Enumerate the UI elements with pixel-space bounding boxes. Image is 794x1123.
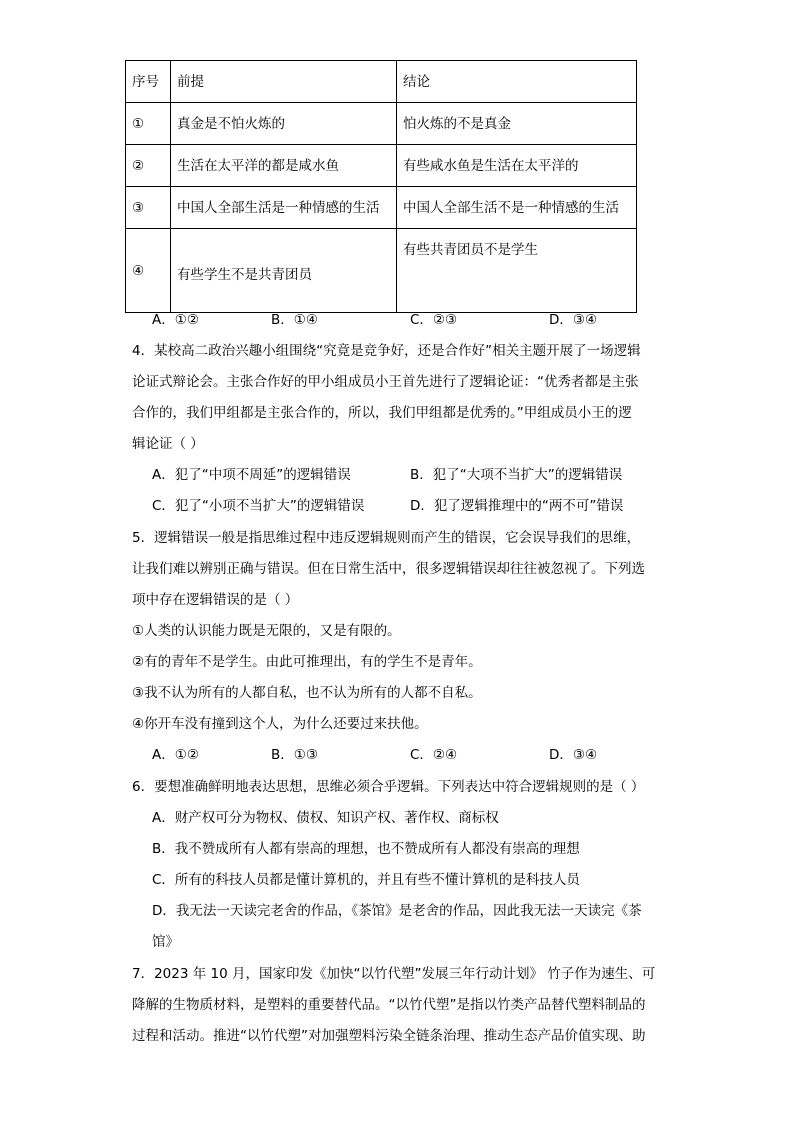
table-row [126,229,637,313]
logic-table [125,60,637,313]
q5-option-c: C．②④ [410,747,458,763]
row-conclusion: 有些咸水鱼是生活在太平洋的 [397,145,637,187]
header-conclusion: 结论 [397,61,637,103]
row-premise: 生活在太平洋的都是咸水鱼 [171,145,397,187]
q6-option-b: B．我不赞成所有人都有崇高的理想，也不赞成所有人都没有崇高的理想 [152,841,580,857]
header-no: 序号 [126,61,171,103]
table-row [126,145,637,187]
row-no: ② [126,145,171,187]
q4-line: 4．某校高二政治兴趣小组围绕“究竟是竞争好，还是合作好”相关主题开展了一场逻辑 [132,343,641,359]
q7-line: 降解的生物质材料，是塑料的重要替代品。“以竹代塑”是指以竹类产品替代塑料制品的 [132,997,646,1013]
q5-item: ②有的青年不是学生。由此可推理出，有的学生不是青年。 [132,654,482,670]
q4-line: 合作的，我们甲组都是主张合作的，所以，我们甲组都是优秀的。”甲组成员小王的逻 [132,405,632,421]
row-premise: 真金是不怕火炼的 [171,103,397,145]
q6-option-d-continued: 馆》 [152,934,179,950]
row-conclusion: 中国人全部生活不是一种情感的生活 [397,187,637,229]
q3-option-d: D．③④ [549,312,598,328]
q5-option-d: D．③④ [549,747,598,763]
q5-item: ③我不认为所有的人都自私，也不认为所有的人都不自私。 [132,685,482,701]
q7-line: 过程和活动。推进“以竹代塑”对加强塑料污染全链条治理、推动生态产品价值实现、助 [132,1028,646,1044]
q3-option-c: C．②③ [410,312,458,328]
q6-option-a: A．财产权可分为物权、债权、知识产权、著作权、商标权 [152,810,499,826]
q6-stem: 6．要想准确鲜明地表达思想，思维必须合乎逻辑。下列表达中符合逻辑规则的是（ ） [132,779,645,795]
q5-item: ①人类的认识能力既是无限的，又是有限的。 [132,623,401,639]
q3-option-b: B．①④ [271,312,318,328]
q5-line: 项中存在逻辑错误的是（ ） [132,592,299,608]
q4-line: 辑论证（ ） [132,436,204,452]
q4-option-a: A．犯了“中项不周延”的逻辑错误 [152,467,351,483]
q4-option-c: C．犯了“小项不当扩大”的逻辑错误 [152,498,365,514]
row-conclusion: 有些共青团员不是学生 [397,229,637,313]
q7-line: 7．2023 年 10 月，国家印发《加快“以竹代塑”发展三年行动计划》 竹子作为速生、可 [132,966,656,982]
q5-line: 5．逻辑错误一般是指思维过程中违反逻辑规则而产生的错误，它会误导我们的思维， [132,530,641,546]
q5-option-a: A．①② [152,747,199,763]
q6-option-d: D．我无法一天读完老舍的作品，《茶馆》是老舍的作品，因此我无法一天读完《茶 [152,903,642,919]
q5-option-b: B．①③ [271,747,318,763]
header-premise: 前提 [171,61,397,103]
q5-item: ④你开车没有撞到这个人，为什么还要过来扶他。 [132,716,428,732]
q5-line: 让我们难以辨别正确与错误。但在日常生活中，很多逻辑错误却往往被忽视了。下列选 [132,561,645,577]
row-no: ① [126,103,171,145]
q4-option-d: D．犯了逻辑推理中的“两不可”错误 [410,498,624,514]
table-row [126,103,637,145]
table-header-row [126,61,637,103]
row-conclusion: 怕火炼的不是真金 [397,103,637,145]
row-no: ④ [126,229,171,313]
row-premise: 有些学生不是共青团员 [171,229,397,313]
q4-line: 论证式辩论会。主张合作好的甲小组成员小王首先进行了逻辑论证：“优秀者都是主张 [132,374,639,390]
q6-option-c: C．所有的科技人员都是懂计算机的，并且有些不懂计算机的是科技人员 [152,872,580,888]
table-row [126,187,637,229]
row-no: ③ [126,187,171,229]
row-premise: 中国人全部生活是一种情感的生活 [171,187,397,229]
q3-option-a: A．①② [152,312,199,328]
q4-option-b: B．犯了“大项不当扩大”的逻辑错误 [410,467,623,483]
